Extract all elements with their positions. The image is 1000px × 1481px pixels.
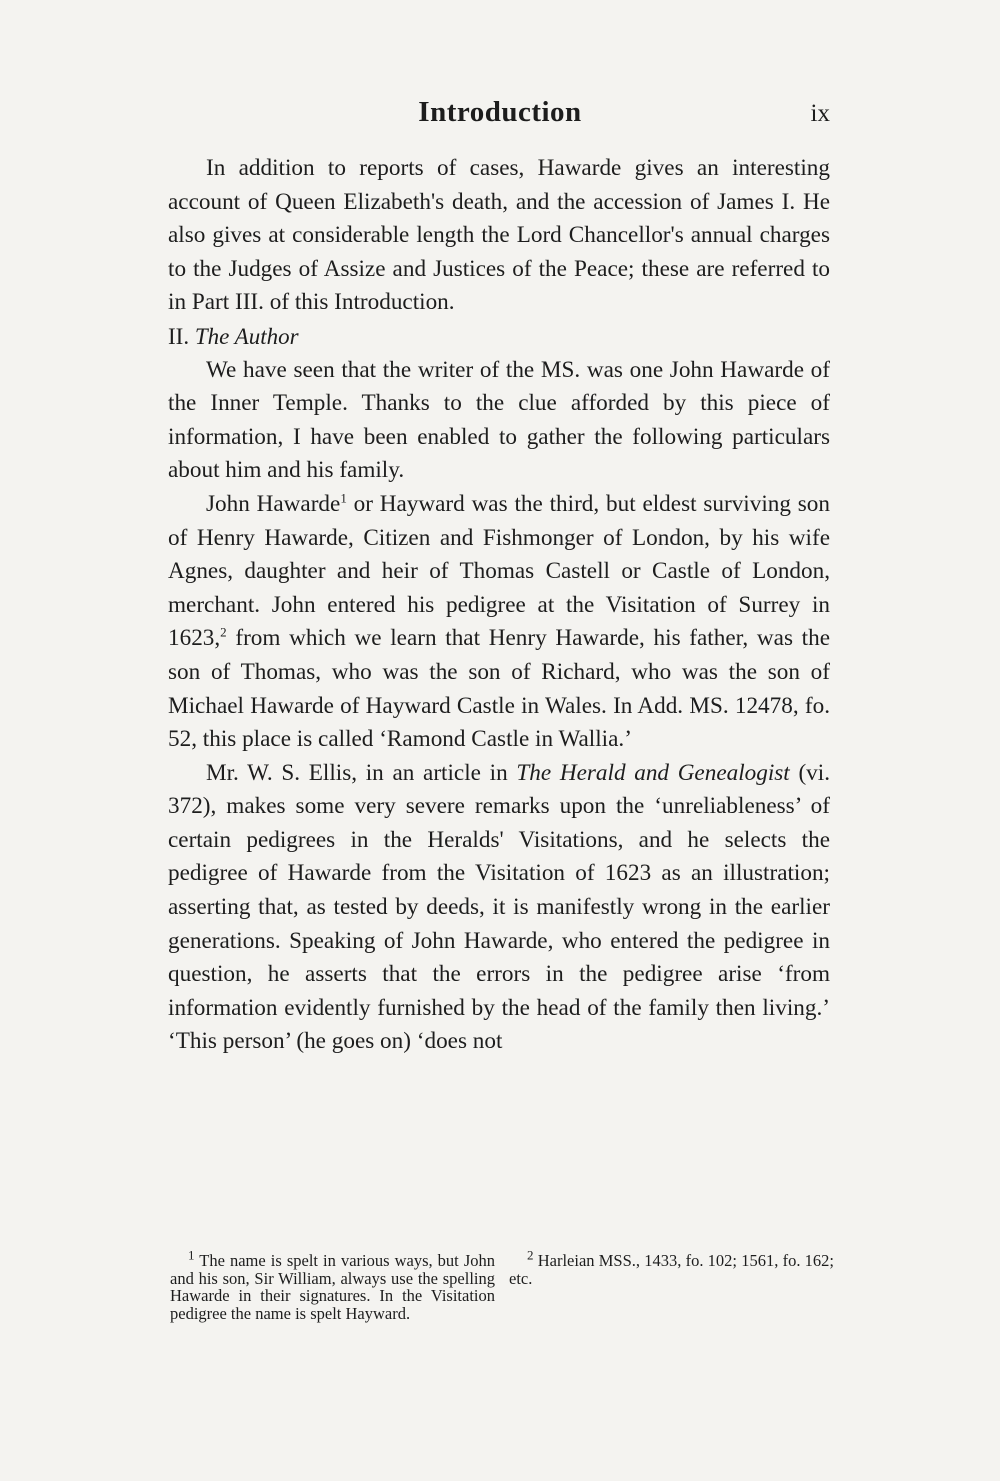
paragraph-3-text-b: or Hayward was the third, but eldest surviving son of Henry Hawarde, Citizen and Fishmonger of London, by his wife Agnes, daughter and heir of Thomas Castell or Castle of London, merchant. John entered his pedigree at the Visitation of Surrey in 1623, <box>168 490 830 652</box>
paragraph-3-text-c: from which we learn that Henry Hawarde, his father, was the son of Thomas, who was the son of Richard, who was the son of Michael Hawarde of Hayward Castle in Wales. In Add. MS. 12478, fo. 52, this place is called ‘Ramond Castle in Wallia.’ <box>168 625 830 753</box>
section-title: The Author <box>194 323 299 349</box>
footnote-ref-1[interactable]: 1 <box>340 490 347 506</box>
paragraph-2: We have seen that the writer of the MS. was one John Hawarde of the Inner Temple. Thanks to the clue afforded by this piece of information, I have been enabled to gather the following particulars about him and his family. <box>168 356 830 484</box>
section-number: II. <box>168 323 190 349</box>
footnote-1 <box>170 1247 495 1323</box>
footnote-ref-2[interactable]: 2 <box>220 624 227 640</box>
page-number: ix <box>810 100 830 127</box>
paragraph-4-text-a: Mr. W. S. Ellis, in an article in <box>206 759 517 786</box>
page-header <box>0 96 1000 136</box>
footnote-2 <box>509 1247 834 1322</box>
paragraph-4-text-b: (vi. 372), makes some very severe remarks upon the ‘unreliableness’ of certain pedigrees in the Heralds' Visitations, and he selects the pedigree of Hawarde from the Visitation of 1623 as an illustration; asserting that, as tested by deeds, it is manifestly wrong in the earlier generations. Speaking of John Hawarde, who entered the pedigree in question, he asserts that the errors in the pedigree arise ‘from information evidently furnished by the head of the family then living.’ ‘This person’ (he goes on) ‘does not <box>168 759 830 1055</box>
main-text <box>168 152 830 1059</box>
paragraph-4 <box>168 757 830 1059</box>
running-title: Introduction <box>418 96 582 128</box>
paragraph-1: In addition to reports of cases, Hawarde gives an interesting account of Queen Elizabeth's death, and the accession of James I. He also gives at considerable length the Lord Chancellor's annual charges to the Judges of Assize and Justices of the Peace; these are referred to in Part III. of this Introduction. <box>168 155 830 316</box>
footnote-2-mark: 2 <box>527 1247 534 1263</box>
footnote-2-text: Harleian MSS., 1433, fo. 102; 1561, fo. 162; etc. <box>509 1251 834 1288</box>
footnote-1-text: The name is spelt in various ways, but John and his son, Sir William, always use the spelling Hawarde in their signatures. In the Visitation pedigree the name is spelt Hayward. <box>170 1251 495 1323</box>
footnote-1-mark: 1 <box>188 1247 195 1263</box>
footnotes <box>170 1247 834 1323</box>
section-heading <box>168 320 830 354</box>
publication-title: The Herald and Genealogist <box>516 759 790 786</box>
paragraph-3 <box>168 488 830 757</box>
paragraph-3-text-a: John Hawarde <box>206 490 341 517</box>
